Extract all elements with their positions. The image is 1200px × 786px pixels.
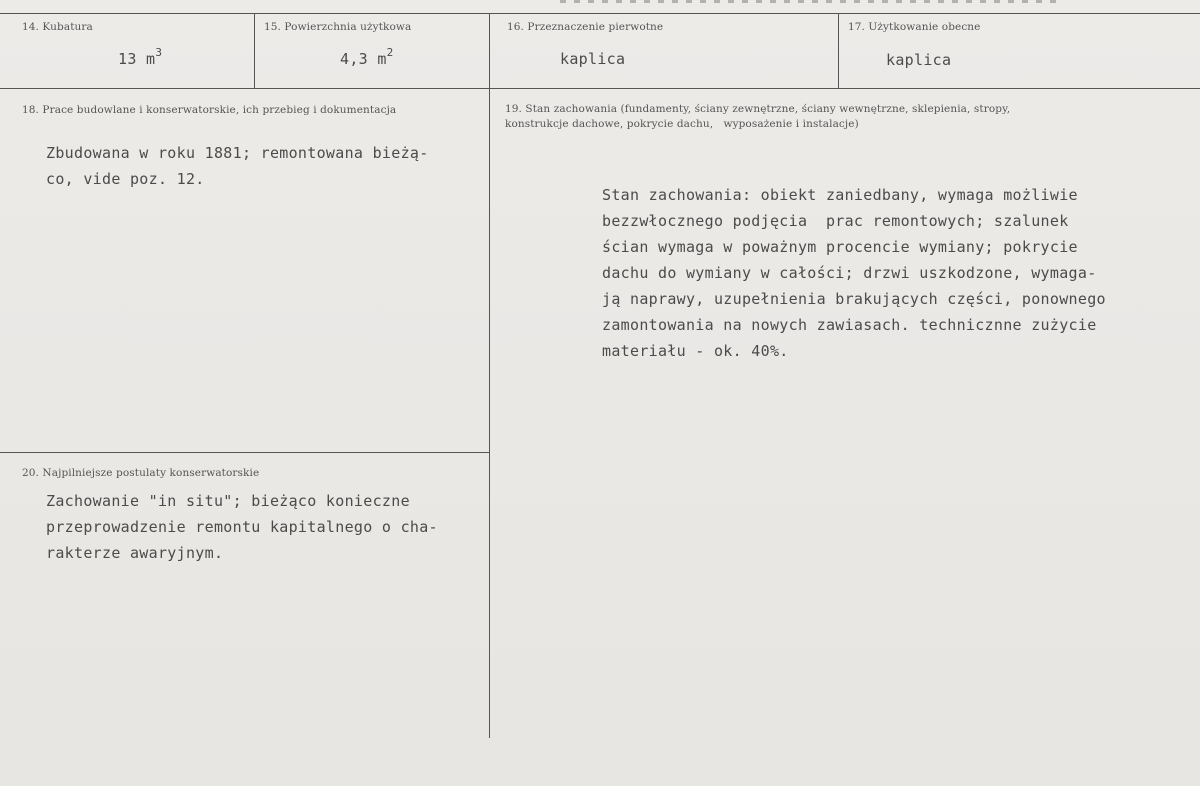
field-14-label: 14. Kubatura — [22, 21, 93, 33]
field-19-label-line-2: konstrukcje dachowe, pokrycie dachu, wyposażenie i instalacje) — [505, 118, 859, 130]
row-divider-20 — [0, 452, 489, 453]
field-15-value — [340, 48, 394, 68]
field-17-value: kaplica — [886, 51, 952, 69]
row-divider-top — [0, 88, 1200, 89]
divider-14-15 — [254, 13, 255, 88]
field-14-unit-exponent: 3 — [155, 46, 163, 59]
field-19-line-4: dachu do wymiany w całości; drzwi uszkodzone, wymaga- — [602, 264, 1097, 282]
field-16-value: kaplica — [560, 50, 626, 68]
field-15-number: 4,3 m — [340, 50, 387, 68]
field-18-line-1: Zbudowana w roku 1881; remontowana bieżą- — [46, 144, 429, 162]
field-14-value — [118, 48, 162, 68]
field-18-line-2: co, vide poz. 12. — [46, 170, 205, 188]
field-20-line-2: przeprowadzenie remontu kapitalnego o cha- — [46, 518, 438, 536]
field-19-line-6: zamontowania na nowych zawiasach. technicznne zużycie — [602, 316, 1097, 334]
field-15-unit-exponent: 2 — [386, 46, 394, 59]
top-border-line — [0, 13, 1200, 14]
field-20-text — [46, 488, 438, 566]
field-18-label: 18. Prace budowlane i konserwatorskie, ich przebieg i dokumentacja — [22, 104, 397, 116]
field-15-label: 15. Powierzchnia użytkowa — [264, 21, 412, 33]
field-20-line-1: Zachowanie "in situ"; bieżąco konieczne — [46, 492, 410, 510]
field-16-label: 16. Przeznaczenie pierwotne — [507, 21, 664, 33]
top-edge-marks — [560, 0, 1060, 3]
field-19-text — [602, 182, 1106, 364]
field-19-label-line-1: 19. Stan zachowania (fundamenty, ściany zewnętrzne, ściany wewnętrzne, sklepienia, stropy, — [505, 103, 1011, 115]
divider-15-16 — [489, 13, 490, 738]
divider-16-17 — [838, 13, 839, 88]
field-20-label: 20. Najpilniejsze postulaty konserwatorskie — [22, 467, 260, 479]
field-17-label: 17. Użytkowanie obecne — [848, 21, 981, 33]
field-20-line-3: rakterze awaryjnym. — [46, 544, 224, 562]
field-19-line-3: ścian wymaga w poważnym procencie wymiany; pokrycie — [602, 238, 1078, 256]
field-18-text — [46, 140, 429, 192]
field-14-number: 13 m — [118, 50, 156, 68]
field-19-line-5: ją naprawy, uzupełnienia brakujących części, ponownego — [602, 290, 1106, 308]
field-19-line-2: bezzwłocznego podjęcia prac remontowych; szalunek — [602, 212, 1069, 230]
field-19-line-7: materiału - ok. 40%. — [602, 342, 789, 360]
field-19-line-1: Stan zachowania: obiekt zaniedbany, wymaga możliwie — [602, 186, 1078, 204]
